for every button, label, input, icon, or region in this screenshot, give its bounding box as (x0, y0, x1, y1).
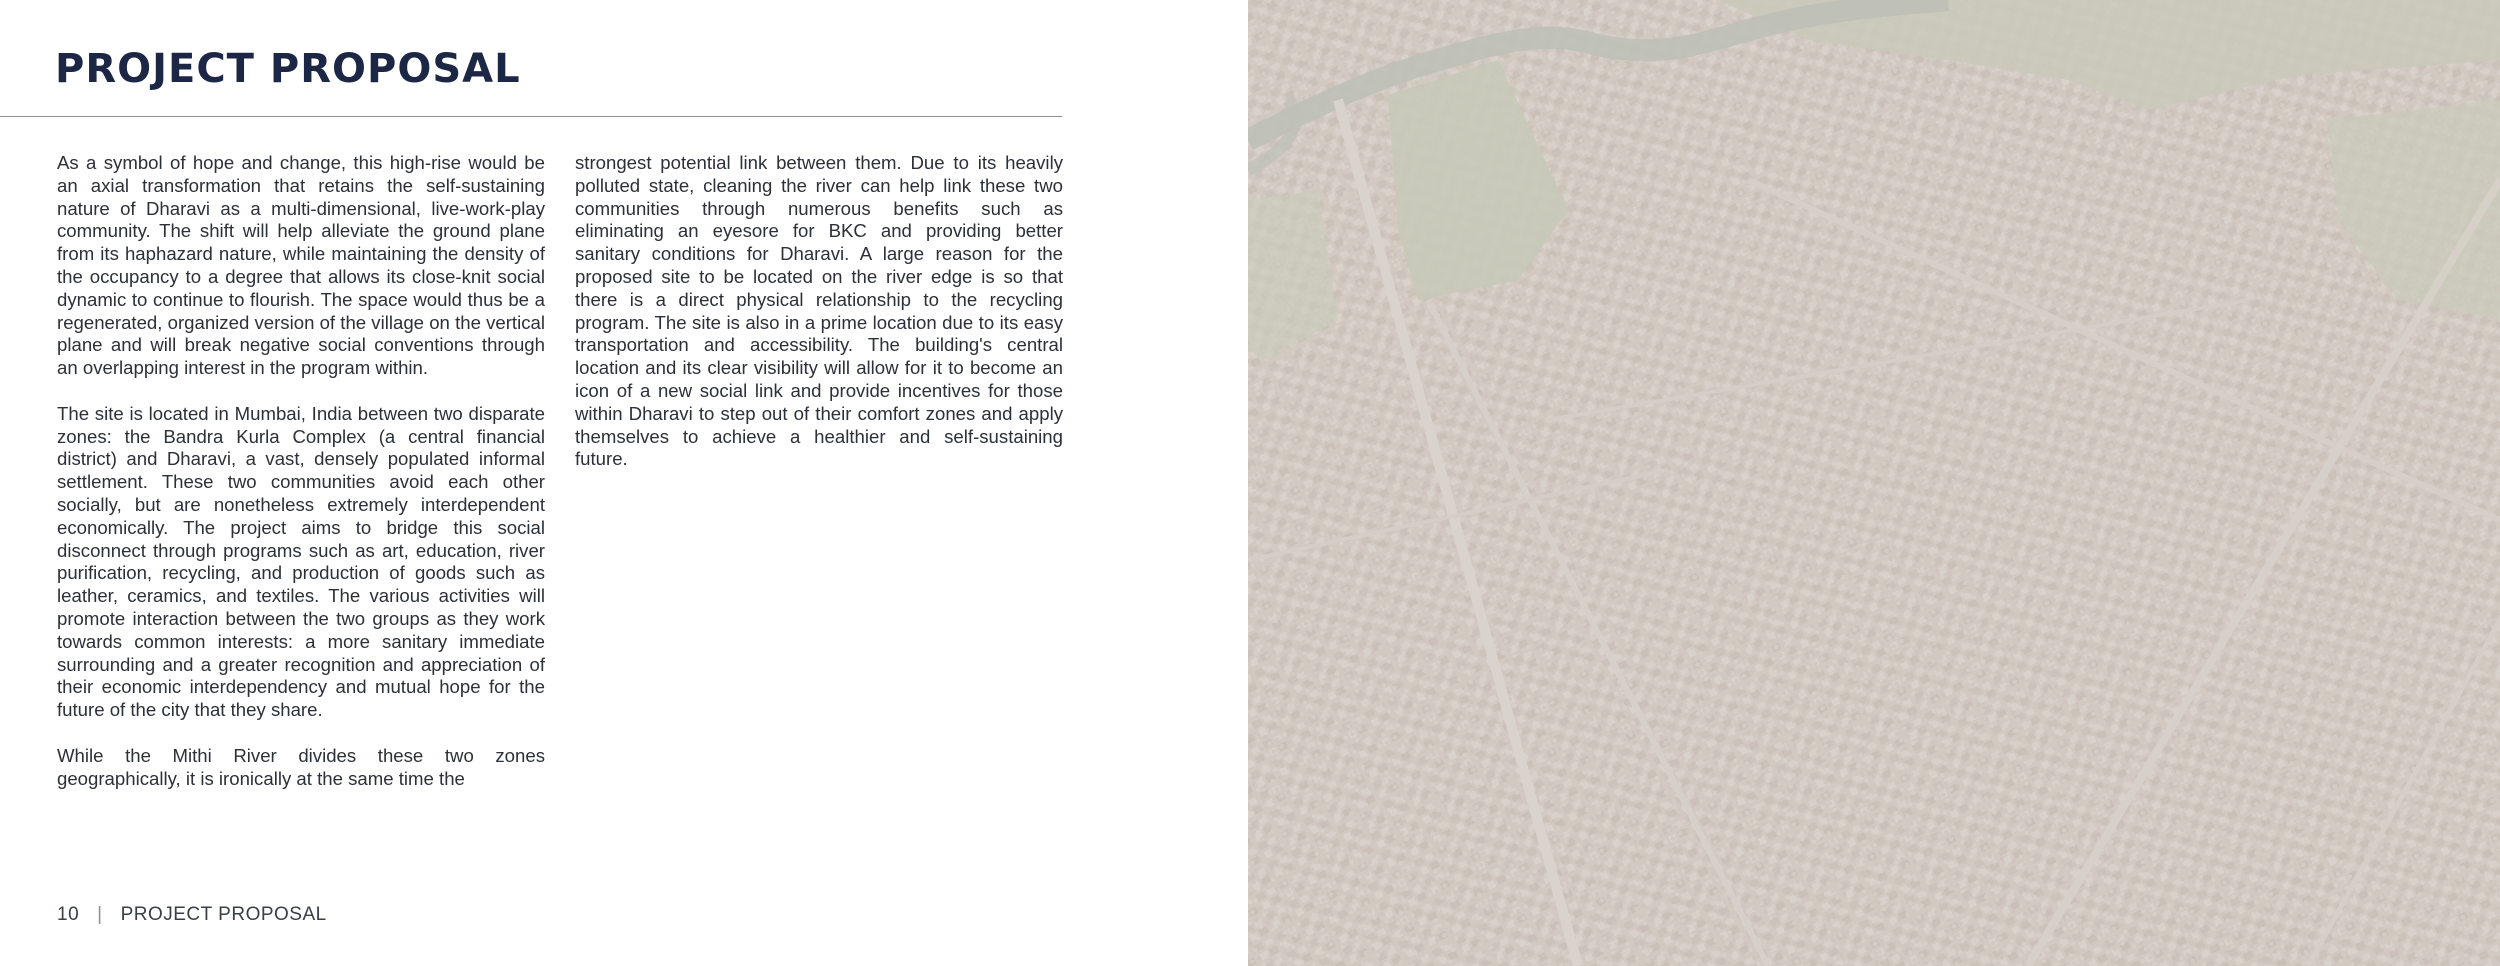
page-number: 10 (57, 904, 80, 925)
footer-section-label: PROJECT PROPOSAL (120, 904, 327, 925)
paragraph-site: The site is located in Mumbai, India between two disparate zones: the Bandra Kurla Complex (a central financial district) and Dharavi, a vast, densely populated informal settlement. These two communities avoid each other socially, but are nonetheless extremely interdependent economically. The project aims to bridge this social disconnect through programs such as art, education, river purification, recycling, and production of goods such as leather, ceramics, and textiles. The various activities will promote interaction between the two groups as they work towards common interests: a more sanitary immediate surrounding and a greater recognition and appreciation of their economic interdependency and mutual hope for the future of the city that they share. (57, 402, 545, 721)
text-column-1 (57, 152, 545, 813)
paragraph-intro: As a symbol of hope and change, this high-rise would be an axial transformation that retains the self-sustaining nature of Dharavi as a multi-dimensional, live-work-play community. The shift will help alleviate the ground plane from its haphazard nature, while maintaining the density of the occupancy to a degree that allows its close-knit social dynamic to continue to flourish. The space would thus be a regenerated, organized version of the village on the vertical plane and will break negative social conventions through an overlapping interest in the program within. (57, 152, 545, 379)
page-title: PROJECT PROPOSAL (55, 46, 521, 92)
aerial-map-illustration (1248, 0, 2500, 966)
paragraph-river-start: While the Mithi River divides these two zones geographically, it is ironically at the same time the (57, 744, 545, 789)
page-footer (57, 904, 327, 926)
left-page (0, 0, 1248, 966)
footer-separator: | (97, 904, 103, 925)
paragraph-river-continued: strongest potential link between them. Due to its heavily polluted state, cleaning the river can help link these two communities through numerous benefits such as eliminating an eyesore for BKC and providing better sanitary conditions for Dharavi. A large reason for the proposed site to be located on the river edge is so that there is a direct physical relationship to the recycling program. The site is also in a prime location due to its easy transportation and accessibility. The building's central location and its clear visibility will allow for it to become an icon of a new social link and provide incentives for those within Dharavi to step out of their comfort zones and apply themselves to achieve a healthier and self-sustaining future. (575, 152, 1063, 470)
header-divider (0, 116, 1062, 117)
text-column-2 (575, 152, 1063, 494)
aerial-map-image (1248, 0, 2500, 966)
